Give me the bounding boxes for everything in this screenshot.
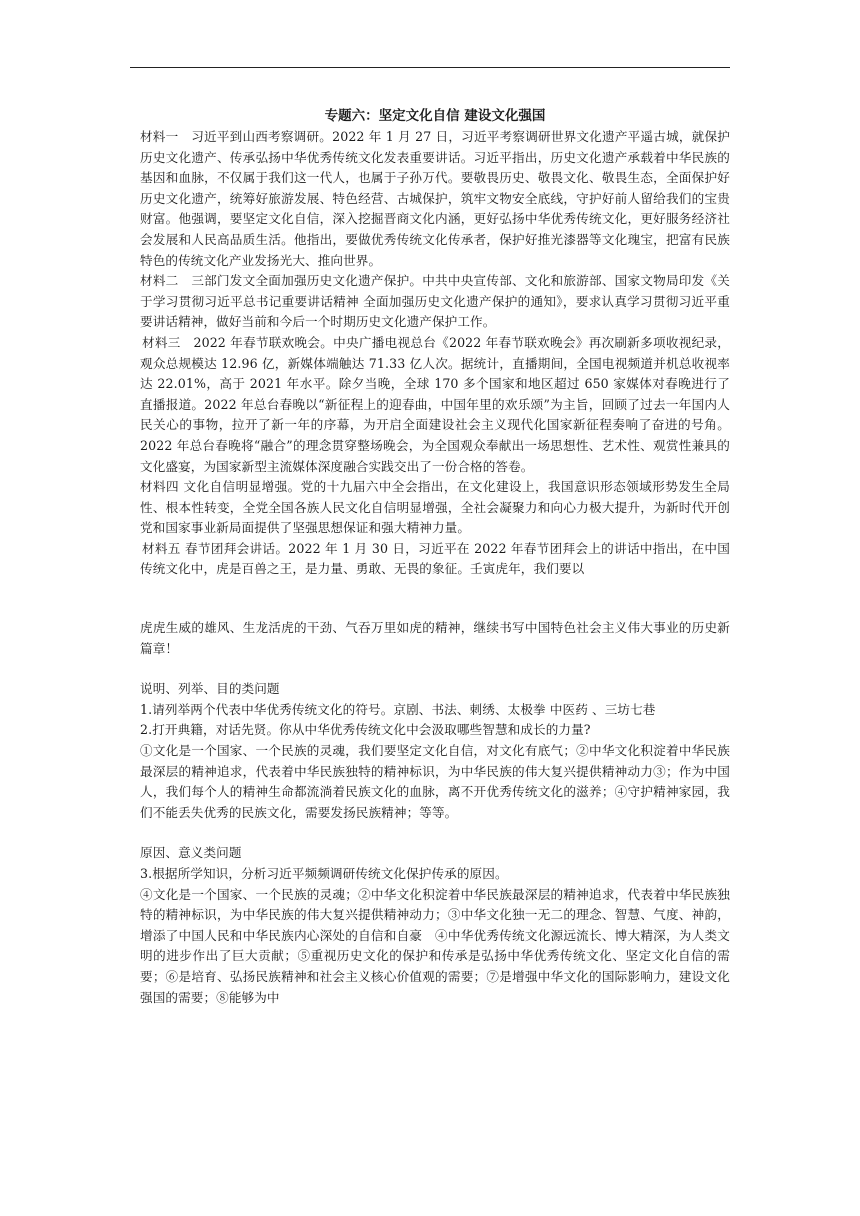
question-2: 2.打开典籍，对话先贤。你从中华优秀传统文化中会汲取哪些智慧和成长的力量? (140, 722, 591, 738)
section-gap (140, 823, 730, 843)
material-5: 材料五 春节团拜会讲话。2022 年 1 月 30 日，习近平在 2022 年春节团拜会上的讲话中指出，在中国传统文化中，虎是百兽之王，是力量、勇敢、无畏的象征。壬寅虎年，我们要以 (140, 540, 730, 577)
section-heading-explain: 说明、列举、目的类问题 (140, 681, 280, 697)
page-gap (140, 580, 730, 618)
material-5-continued: 虎虎生威的雄风、生龙活虎的干劲、气吞万里如虎的精神，继续书写中国特色社会主义伟大事业的历史新篇章！ (140, 620, 730, 656)
material-2: 材料二 三部门发文全面加强历史文化遗产保护。中共中央宣传部、文化和旅游部、国家文物局印发《关于学习贯彻习近平总书记重要讲话精神 全面加强历史文化遗产保护的通知》，要求认真学习贯彻习近平重要讲话精神，做好当前和今后一个时期历史文化遗产保护工作。 (140, 273, 730, 330)
answer-3: ④文化是一个国家、一个民族的灵魂；②中华文化积淀着中华民族最深层的精神追求，代表着中华民族独特的精神标识，为中华民族的伟大复兴提供精神动力；③中华文化独一无二的理念、智慧、气度、神韵，增添了中国人民和中华民族内心深处的自信和自豪 ④中华优秀传统文化源远流长、博大精深，为人类文明的进步作出了巨大贡献；⑤重视历史文化的保护和传承是弘扬中华优秀传统文化、坚定文化自信的需要；⑥是培育、弘扬民族精神和社会主义核心价值观的需要；⑦是增强中华文化的国际影响力，建设文化强国的需要；⑧能够为中 (140, 886, 730, 1005)
document-title: 专题六：坚定文化自信 建设文化强国 (324, 108, 546, 124)
material-1: 材料一 习近平到山西考察调研。2022 年 1 月 27 日，习近平考察调研世界文化遗产平遥古城，就保护历史文化遗产、传承弘扬中华优秀传统文化发表重要讲话。习近平指出，历史文化遗产承载着中华民族的基因和血脉，不仅属于我们这一代人，也属于子孙万代。要敬畏历史、敬畏文化、敬畏生态，全面保护好历史文化遗产，统筹好旅游发展、特色经营、古城保护，筑牢文物安全底线，守护好前人留给我们的宝贵财富。他强调，要坚定文化自信，深入挖掘晋商文化内涵，更好弘扬中华优秀传统文化，更好服务经济社会发展和人民高品质生活。他指出，要做优秀传统文化传承者，保护好推光漆器等文化瑰宝，把富有民族特色的传统文化产业发扬光大、推向世界。 (140, 129, 730, 268)
header-rule (130, 67, 730, 68)
answer-2: ①文化是一个国家、一个民族的灵魂，我们要坚定文化自信，对文化有底气；②中华文化积淀着中华民族最深层的精神追求，代表着中华民族独特的精神标识，为中华民族的伟大复兴提供精神动力③；作为中国人，我们每个人的精神生命都流淌着民族文化的血脉，离不开优秀传统文化的滋养；④守护精神家园，我们不能丢失优秀的民族文化，需要发扬民族精神；等等。 (140, 743, 730, 820)
section-heading-reason: 原因、意义类问题 (140, 845, 242, 861)
section-gap (140, 659, 730, 679)
material-4: 材料四 文化自信明显增强。党的十九届六中全会指出，在文化建设上，我国意识形态领域形势发生全局性、根本性转变，全党全国各族人民文化自信明显增强，全社会凝聚力和向心力极大提升，为新时代开创党和国家事业新局面提供了坚强思想保证和强大精神力量。 (140, 479, 730, 536)
material-3: 材料三 2022 年春节联欢晚会。中央广播电视总台《2022 年春节联欢晚会》再次刷新多项收视纪录，观众总规模达 12.96 亿，新媒体端触达 71.33 亿人次。据统计，直播期间，全国电视频道并机总收视率达 22.01%，高于 2021 年水平。除夕当晚，全球 170 多个国家和地区超过 650 家媒体对春晚进行了直播报道。2022 年总台春晚以“新征程上的迎春曲，中国年里的欢乐颂”为主旨，回顾了过去一年国内人民关心的事物，拉开了新一年的序幕，为开启全面建设社会主义现代化国家新征程奏响了奋进的号角。2022 年总台春晚将“融合”的理念贯穿整场晚会，为全国观众奉献出一场思想性、艺术性、观赏性兼具的文化盛宴，为国家新型主流媒体深度融合实践交出了一份合格的答卷。 (140, 334, 730, 474)
question-3: 3.根据所学知识，分析习近平频频调研传统文化保护传承的原因。 (140, 866, 508, 881)
document-body (140, 105, 730, 1008)
question-1: 1.请列举两个代表中华优秀传统文化的符号。京剧、书法、刺绣、太极拳 中医药 、三坊七巷 (140, 701, 656, 717)
